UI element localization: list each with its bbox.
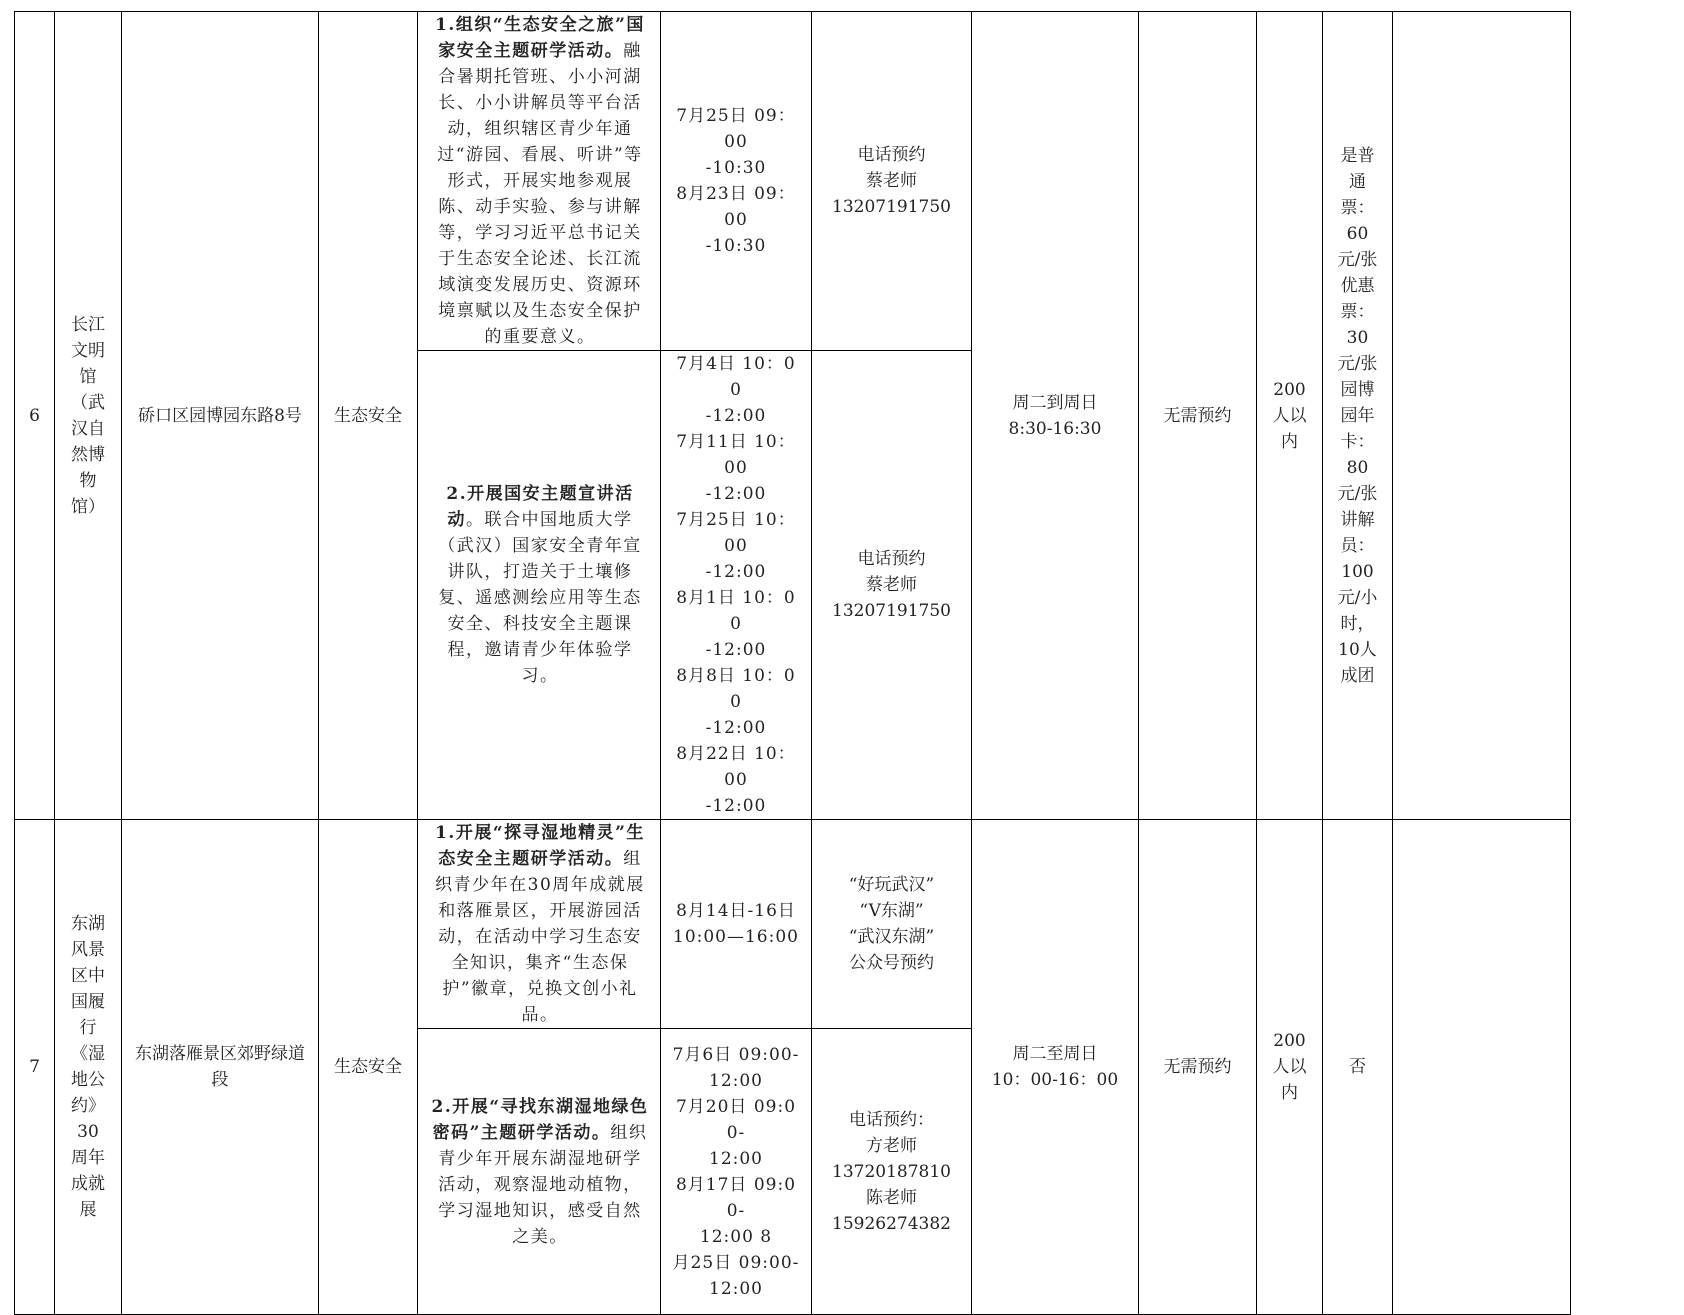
time-line: 月25日 09:00-: [672, 1252, 800, 1273]
activity-body: 融合暑期托管班、小小河湖长、小小讲解员等平台活动，组织辖区青少年通过“游园、看展、听讲”等形式，开展实地参观展陈、动手实验、参与讲解等，学习习近平总书记关于生态安全论述、长江流域演变发展历史、资源环境禀赋以及生态安全保护的重要意义。: [437, 41, 643, 347]
time-line: -12:00: [705, 562, 767, 582]
time-line: 10:00—16:00: [673, 927, 799, 947]
fee-info: 否: [1323, 820, 1393, 1315]
fee-info: 是普通票：60元/张优惠票：30元/张园博园年卡：80元/张讲解员：100元/小时，10人成团: [1323, 12, 1393, 820]
time-line: 12:00 8: [699, 1226, 773, 1247]
contact-line: “好玩武汉”: [848, 875, 935, 895]
table-row: [15, 12, 1571, 351]
hours-line: 8:30-16:30: [1008, 418, 1102, 439]
activity-schedule-table: [14, 11, 1571, 1315]
time-line: 7月25日 10：00: [676, 510, 796, 556]
time-line: -10:30: [705, 236, 767, 256]
activity-title: 1.开展“探寻湿地精灵”生态安全主题研学活动。: [435, 823, 645, 869]
contact-line: 公众号预约: [849, 953, 934, 973]
activity-theme: 生态安全: [319, 820, 418, 1315]
time-line: 7月20日 09:00-: [675, 1096, 797, 1143]
opening-hours: [972, 12, 1139, 820]
remarks: [1393, 12, 1571, 820]
activity-title: 2.开展国安主题宣讲活动: [446, 484, 634, 530]
activity-body: 。联合中国地质大学（武汉）国家安全青年宣讲队，打造关于土壤修复、遥感测绘应用等生态安全、科技安全主题课程，邀请青少年体验学习。: [438, 510, 642, 686]
time-line: 7月6日 09:00-: [672, 1044, 800, 1065]
activity-title: 1.组织“生态安全之旅”国家安全主题研学活动。: [435, 15, 645, 61]
contact-line: 15926274382: [832, 1213, 951, 1234]
reservation-requirement: 无需预约: [1139, 12, 1257, 820]
time-line: 8月14日-16日: [676, 901, 796, 921]
time-line: -12:00: [705, 718, 767, 738]
row-number: 7: [15, 820, 55, 1315]
activity-body: 组织青少年在30周年成就展和落雁景区，开展游园活动，在活动中学习生态安全知识，集齐“生态保护”徽章，兑换文创小礼品。: [435, 849, 645, 1025]
time-line: -10:30: [705, 158, 767, 178]
time-line: 8月1日 10：00: [676, 588, 796, 634]
contact-line: 蔡老师: [866, 171, 917, 191]
venue-name: 长江文明馆（武汉自然博物馆）: [55, 12, 122, 820]
activity-theme: 生态安全: [319, 12, 418, 820]
time-line: 8月23日 09：00: [676, 184, 796, 230]
contact-line: “V东湖”: [859, 901, 924, 921]
time-line: 7月11日 10：00: [676, 432, 796, 478]
contact-line: 13207191750: [832, 197, 951, 217]
activity-times: [661, 1029, 812, 1315]
time-line: 8月22日 10：00: [676, 744, 796, 790]
contact-line: 方老师: [866, 1135, 917, 1156]
time-line: -12:00: [705, 406, 767, 426]
activity-times: [661, 820, 812, 1029]
activity-body: 组织青少年开展东湖湿地研学活动，观察湿地动植物，学习湿地知识，感受自然之美。: [438, 1122, 648, 1247]
time-line: 7月25日 09：00: [676, 106, 796, 152]
time-line: 12:00: [709, 1148, 763, 1169]
contact-line: 陈老师: [866, 1187, 917, 1208]
hours-line: 周二到周日: [1012, 392, 1098, 413]
contact-line: 电话预约: [857, 145, 926, 165]
activity-description: [418, 351, 661, 820]
time-line: -12:00: [705, 640, 767, 660]
activity-times: [661, 351, 812, 820]
contact-line: 电话预约：: [849, 1109, 934, 1130]
contact-line: 电话预约: [857, 549, 926, 569]
remarks: [1393, 820, 1571, 1315]
time-line: 12:00: [709, 1070, 763, 1091]
contact-line: 13207191750: [832, 601, 951, 621]
opening-hours: [972, 820, 1139, 1315]
activity-description: [418, 1029, 661, 1315]
booking-contact: [812, 1029, 972, 1315]
venue-address: 硚口区园博园东路8号: [122, 12, 319, 820]
table-row: [15, 820, 1571, 1029]
time-line: -12:00: [705, 796, 767, 816]
time-line: -12:00: [705, 484, 767, 504]
activity-description: [418, 12, 661, 351]
time-line: 8月8日 10：00: [676, 666, 796, 712]
activity-title: 2.开展“寻找东湖湿地绿色密码”主题研学活动。: [431, 1096, 649, 1143]
booking-contact: [812, 12, 972, 351]
capacity: 200人以内: [1257, 12, 1323, 820]
activity-description: [418, 820, 661, 1029]
booking-contact: [812, 351, 972, 820]
booking-contact: [812, 820, 972, 1029]
hours-line: 10：00-16：00: [991, 1070, 1119, 1090]
contact-line: 13720187810: [832, 1161, 951, 1182]
time-line: 12:00: [709, 1278, 763, 1299]
venue-address: 东湖落雁景区郊野绿道段: [122, 820, 319, 1315]
activity-times: [661, 12, 812, 351]
time-line: 7月4日 10：00: [676, 354, 796, 400]
contact-line: 蔡老师: [866, 575, 917, 595]
time-line: 8月17日 09:00-: [675, 1174, 797, 1221]
capacity: 200人以内: [1257, 820, 1323, 1315]
reservation-requirement: 无需预约: [1139, 820, 1257, 1315]
row-number: 6: [15, 12, 55, 820]
contact-line: “武汉东湖”: [848, 927, 935, 947]
hours-line: 周二至周日: [1012, 1044, 1098, 1064]
venue-name: 东湖风景区中国履行《湿地公约》30周年成就展: [55, 820, 122, 1315]
